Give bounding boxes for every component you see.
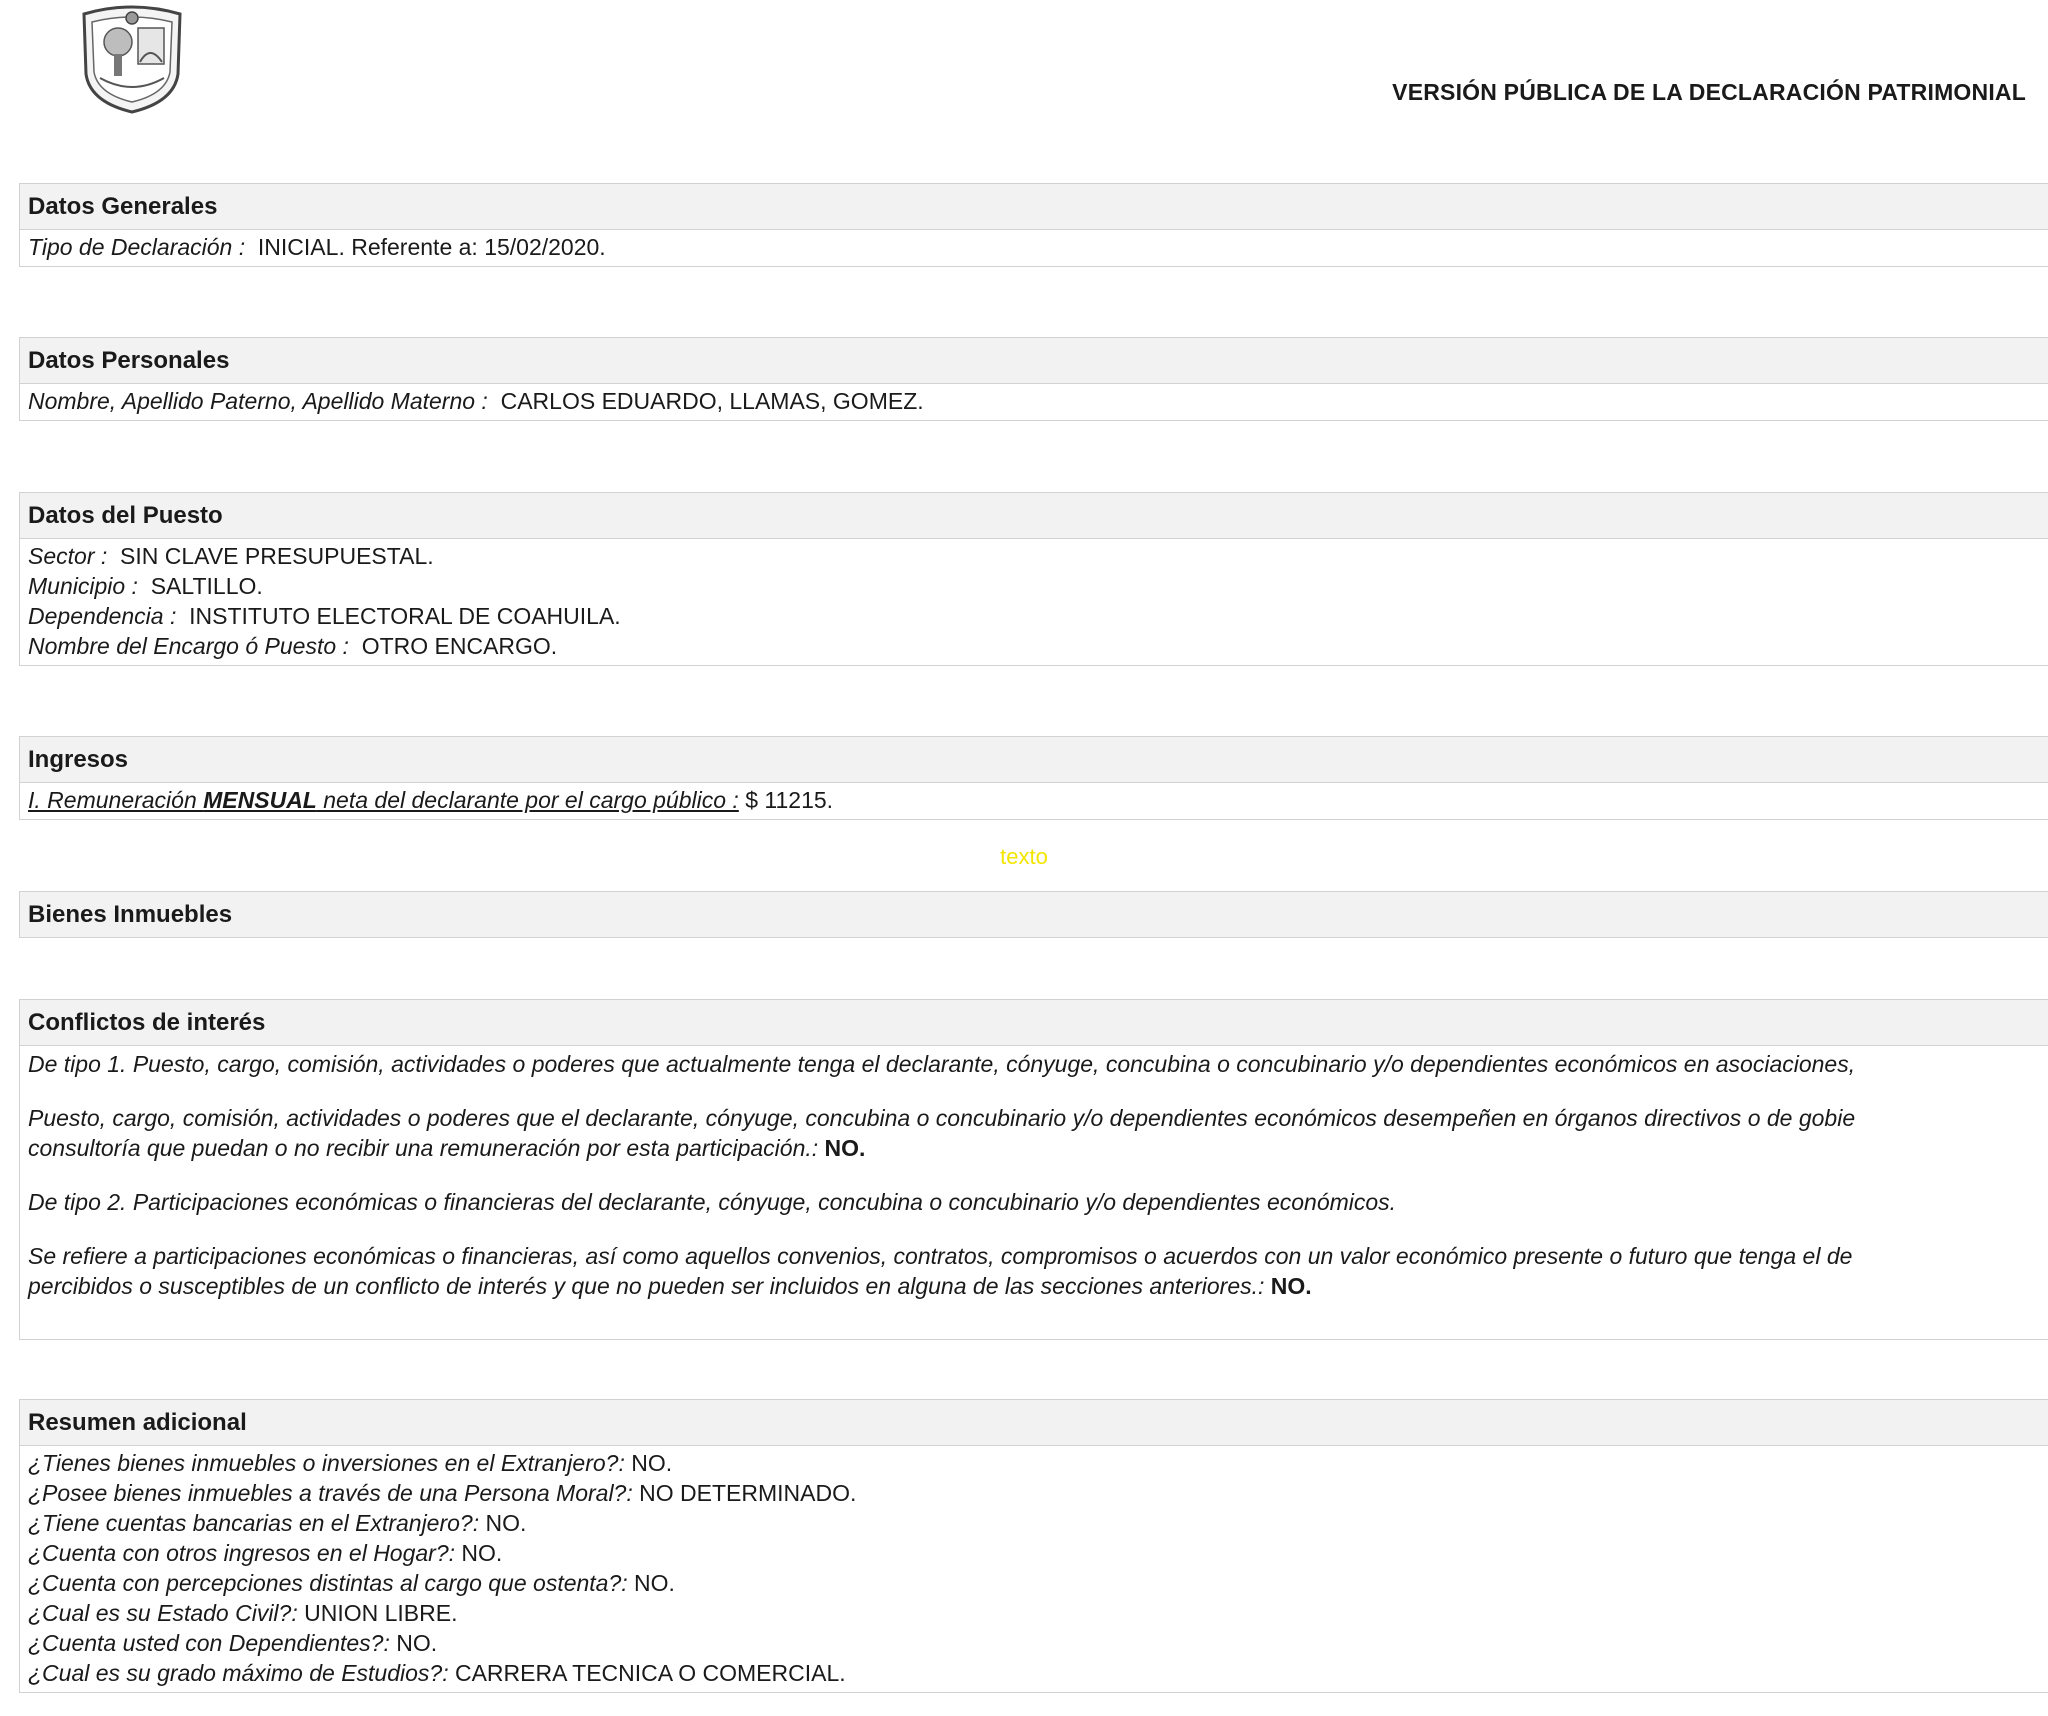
section-resumen-adicional xyxy=(19,1399,2048,1693)
answer-value: UNION LIBRE. xyxy=(304,1600,458,1626)
conflicto-tipo2-text-cont xyxy=(28,1271,2048,1301)
section-title: Ingresos xyxy=(20,737,2048,783)
field-value: OTRO ENCARGO. xyxy=(361,633,558,659)
conflicto-tipo1-text: Puesto, cargo, comisión, actividades o poderes que el declarante, cónyuge, concubina o concubinario y/o dependientes económicos desempeñen en órganos directivos o de gobie xyxy=(28,1105,1856,1131)
field-label: Tipo de Declaración : xyxy=(28,234,246,260)
section-datos-personales xyxy=(19,337,2048,421)
field-value: SALTILLO. xyxy=(150,573,263,599)
spacer xyxy=(28,1079,2048,1103)
conflicto-tipo1-text-cont xyxy=(28,1133,2048,1163)
section-datos-puesto xyxy=(19,492,2048,666)
conflicto-tipo1-heading: De tipo 1. Puesto, cargo, comisión, actividades o poderes que actualmente tenga el declarante, cónyuge, concubina o concubinario y/o dependientes económicos en asociaciones, xyxy=(28,1051,1856,1077)
section-title: Bienes Inmuebles xyxy=(20,892,2048,937)
label-suffix: neta del declarante por el cargo público : xyxy=(316,787,739,813)
field-row xyxy=(28,571,2048,601)
conflicto-tipo1-question: consultoría que puedan o no recibir una remuneración por esta participación.: xyxy=(28,1135,819,1161)
label-emphasis: MENSUAL xyxy=(203,787,317,813)
field-label: Nombre, Apellido Paterno, Apellido Materno : xyxy=(28,388,488,414)
question-label: ¿Tiene cuentas bancarias en el Extranjero?: xyxy=(28,1510,480,1536)
field-value: INSTITUTO ELECTORAL DE COAHUILA. xyxy=(189,603,621,629)
resumen-row xyxy=(28,1538,2048,1568)
answer-value: NO. xyxy=(485,1510,527,1536)
question-label: ¿Cual es su Estado Civil?: xyxy=(28,1600,298,1626)
section-datos-generales xyxy=(19,183,2048,267)
document-title: VERSIÓN PÚBLICA DE LA DECLARACIÓN PATRIMONIAL xyxy=(1392,79,2026,105)
question-label: ¿Cuenta usted con Dependientes?: xyxy=(28,1630,390,1656)
resumen-row xyxy=(28,1658,2048,1688)
section-body xyxy=(20,230,2048,266)
section-title: Datos Personales xyxy=(20,338,2048,384)
question-label: ¿Cual es su grado máximo de Estudios?: xyxy=(28,1660,449,1686)
field-row xyxy=(28,601,2048,631)
conflicto-tipo2-question: percibidos o susceptibles de un conflicto de interés y que no pueden ser incluidos en alguna de las secciones anteriores.: xyxy=(28,1273,1265,1299)
answer-value: NO. xyxy=(631,1450,673,1476)
resumen-row xyxy=(28,1628,2048,1658)
question-label: ¿Posee bienes inmuebles a través de una Persona Moral?: xyxy=(28,1480,633,1506)
field-label: Sector : xyxy=(28,543,108,569)
answer-value: NO. xyxy=(461,1540,503,1566)
answer-value: NO. xyxy=(634,1570,675,1596)
resumen-row xyxy=(28,1478,2048,1508)
field-row xyxy=(28,541,2048,571)
field-label: Dependencia : xyxy=(28,603,177,629)
conflicto-tipo2-heading: De tipo 2. Participaciones económicas o financieras del declarante, cónyuge, concubina o concubinario y/o dependientes económicos. xyxy=(28,1189,1397,1215)
section-title: Resumen adicional xyxy=(20,1400,2048,1446)
answer-value: NO. xyxy=(396,1630,438,1656)
section-title: Datos del Puesto xyxy=(20,493,2048,539)
section-body xyxy=(20,539,2048,665)
resumen-row xyxy=(28,1568,2048,1598)
coat-of-arms-logo xyxy=(74,4,190,116)
conflicto-tipo2-answer: NO xyxy=(1270,1273,1306,1299)
remuneracion-value: $ 11215. xyxy=(745,787,834,813)
section-bienes-inmuebles xyxy=(19,891,2048,938)
label-prefix: I. Remuneración xyxy=(28,787,204,813)
section-body xyxy=(20,1046,2048,1305)
field-value: SIN CLAVE PRESUPUESTAL. xyxy=(120,543,434,569)
period: . xyxy=(859,1135,866,1161)
question-label: ¿Cuenta con percepciones distintas al cargo que ostenta?: xyxy=(28,1570,628,1596)
resumen-row xyxy=(28,1598,2048,1628)
section-conflictos xyxy=(19,999,2048,1340)
field-row xyxy=(28,785,2048,815)
conflicto-tipo1-answer: NO xyxy=(824,1135,860,1161)
section-ingresos xyxy=(19,736,2048,820)
question-label: ¿Cuenta con otros ingresos en el Hogar?: xyxy=(28,1540,456,1566)
remuneracion-label xyxy=(28,787,739,813)
answer-value: NO DETERMINADO. xyxy=(639,1480,857,1506)
field-label: Municipio : xyxy=(28,573,138,599)
nombre-value: CARLOS EDUARDO, LLAMAS, GOMEZ. xyxy=(500,388,924,414)
section-title: Conflictos de interés xyxy=(20,1000,2048,1046)
spacer xyxy=(28,1163,2048,1187)
resumen-row xyxy=(28,1448,2048,1478)
field-label: Nombre del Encargo ó Puesto : xyxy=(28,633,349,659)
field-row xyxy=(28,631,2048,661)
section-title: Datos Generales xyxy=(20,184,2048,230)
section-body xyxy=(20,384,2048,420)
field-row xyxy=(28,232,2048,262)
separator-text: texto xyxy=(1000,844,1048,869)
field-row xyxy=(28,386,2048,416)
answer-value: CARRERA TECNICA O COMERCIAL. xyxy=(454,1660,846,1686)
resumen-row xyxy=(28,1508,2048,1538)
period: . xyxy=(1305,1273,1312,1299)
section-body xyxy=(20,783,2048,819)
section-body xyxy=(20,1446,2048,1692)
tipo-declaracion-value: INICIAL. Referente a: 15/02/2020. xyxy=(257,234,606,260)
question-label: ¿Tienes bienes inmuebles o inversiones en el Extranjero?: xyxy=(28,1450,625,1476)
spacer xyxy=(28,1217,2048,1241)
conflicto-tipo2-text: Se refiere a participaciones económicas o financieras, así como aquellos convenios, contratos, compromisos o acuerdos con un valor económico presente o futuro que tenga el de xyxy=(28,1243,1853,1269)
